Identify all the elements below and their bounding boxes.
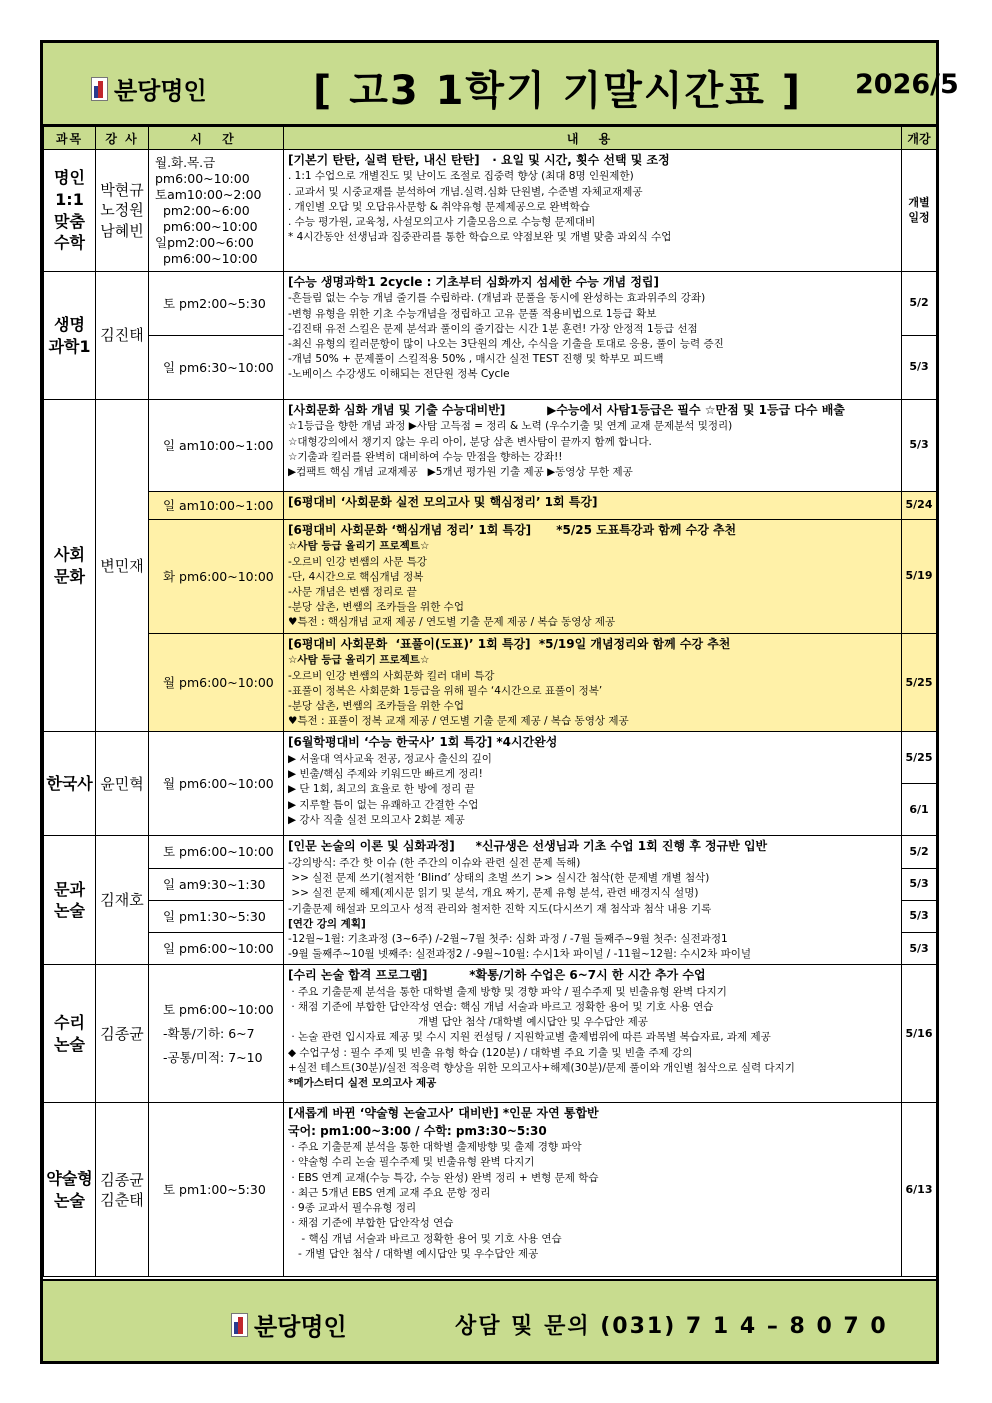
time-cell: 월.화.목.금 pm6:00~10:00 토am10:00~2:00 pm2:00~6:00 pm6:00~10:00 일pm2:00~6:00 pm6:00~10:00 bbox=[149, 150, 284, 272]
subject-cell: 생명 과학1 bbox=[44, 272, 96, 400]
content-line: . 수능 평가원, 교육청, 사설모의고사 기출모음으로 수능형 문제대비 bbox=[288, 216, 596, 229]
col-content: 내 용 bbox=[284, 127, 902, 150]
content-line: · 9종 교과서 필수유형 정리 bbox=[288, 1202, 417, 1215]
content-line: -강의방식: 주간 핫 이슈 (한 주간의 이슈와 관련 실전 문제 독해) bbox=[288, 856, 581, 869]
subject-cell: 수리 논술 bbox=[44, 965, 96, 1103]
content-line: ▶ 빈출/핵심 주제와 키워드만 빠르게 정리! bbox=[288, 768, 483, 781]
content-line: -노베이스 수강생도 이해되는 전단원 정복 Cycle bbox=[288, 368, 510, 381]
subject-cell: 사회 문화 bbox=[44, 400, 96, 732]
teacher-cell: 김재호 bbox=[96, 836, 149, 965]
content-line: -오르비 인강 변쌤의 사문 특강 bbox=[288, 555, 427, 568]
content-line: -12월~1월: 기초과정 (3~6주) /-2월~7월 첫주: 심화 과정 / -7월 둘째주~9월 첫주: 실전과정1 bbox=[288, 932, 728, 945]
teacher-cell: 윤민혁 bbox=[96, 732, 149, 836]
content-line: · 주요 기출문제 분석을 통한 대학별 출제 방향 및 경향 파악 / 필수주제 및 빈출유형 완벽 다지기 bbox=[288, 985, 727, 998]
brand-name: 분당명인 bbox=[114, 77, 207, 105]
start-cell: 5/24 bbox=[902, 492, 937, 520]
start-cell: 5/3 bbox=[902, 933, 937, 965]
content-title: [6월학평대비 ‘수능 한국사’ 1회 특강] *4시간완성 bbox=[288, 735, 558, 750]
content-title: [사회문화 심화 개념 및 기출 수능대비반] ▶수능에서 사탐1등급은 필수 ☆만점 및 1등급 다수 배출 bbox=[288, 403, 845, 417]
time-cell: 토 pm6:00~10:00 -확통/기하: 6~7 -공통/미적: 7~10 bbox=[149, 965, 284, 1103]
content-title: [수능 생명과학1 2cycle : 기초부터 심화까지 섬세한 수능 개념 정립] bbox=[288, 275, 659, 289]
content-line: . 1:1 수업으로 개별진도 및 난이도 조절로 집중력 향상 (최대 8명 인원제한) bbox=[288, 170, 634, 183]
content-line: ▶ 지루할 틈이 없는 유쾌하고 간결한 수업 bbox=[288, 798, 479, 811]
content-line: ♥특전 : 표풀이 정복 교재 제공 / 연도별 기출 문제 제공 / 복습 동영상 제공 bbox=[288, 715, 629, 728]
content-line: 개별 답안 첨삭 /대학별 예시답안 및 우수답안 제공 bbox=[288, 1016, 648, 1029]
col-time: 시 간 bbox=[149, 127, 284, 150]
start-cell: 5/19 bbox=[902, 520, 937, 634]
subject-cell: 한국사 bbox=[44, 732, 96, 836]
content-line: · 채점 기준에 부합한 답안작성 연습: 핵심 개념 서술과 바르고 정확한 용어 및 기호 사용 연습 bbox=[288, 1001, 714, 1014]
contact-phone: 상담 및 문의 (031) 7 1 4 – 8 0 7 0 bbox=[455, 1314, 888, 1339]
start-cell: 5/16 bbox=[902, 965, 937, 1103]
content-line: ▶ 강사 직출 실전 모의고사 2회분 제공 bbox=[288, 813, 465, 826]
time-cell: 일 am10:00~1:00 bbox=[149, 492, 284, 520]
footer-brand-name: 분당명인 bbox=[254, 1313, 347, 1341]
content-line: · EBS 연계 교재(수능 특강, 수능 완성) 완벽 정리 + 변형 문제 학습 bbox=[288, 1171, 599, 1184]
time-cell: 일 pm6:30~10:00 bbox=[149, 336, 284, 400]
content-title: [기본기 탄탄, 실력 탄탄, 내신 탄탄] · 요일 및 시간, 횟수 선택 및 조정 bbox=[288, 153, 670, 167]
page-title: [ 고3 1학기 기말시간표 ] bbox=[313, 68, 803, 114]
subject-cell: 문과 논술 bbox=[44, 836, 96, 965]
content-line: -개념 50% + 문제풀이 스킬적용 50% , 매시간 실전 TEST 진행 및 학부모 피드백 bbox=[288, 353, 664, 366]
content-title: [인문 논술의 이론 및 심화과정] *신규생은 선생님과 기초 수업 1회 진행 후 정규반 입반 bbox=[288, 839, 768, 854]
teacher-cell: 김종균 김춘태 bbox=[96, 1103, 149, 1277]
content-line: . 개인별 오답 및 오답유사문항 & 취약유형 문제제공으로 완벽학습 bbox=[288, 200, 590, 213]
schedule-date: 2026/5 bbox=[855, 69, 959, 100]
content-line: -흔들림 없는 수능 개념 줄기를 수립하라. (개념과 문풀을 동시에 완성하는 효과위주의 강좌) bbox=[288, 292, 706, 305]
content-line: ▶컴팩트 핵심 개념 교재제공 ▶5개년 평가원 기출 제공 ▶동영상 무한 제공 bbox=[288, 466, 633, 479]
content-line: -단, 4시간으로 핵심개념 정복 bbox=[288, 570, 424, 583]
col-teacher: 강 사 bbox=[96, 127, 149, 150]
teacher-cell: 박현규 노정원 남혜빈 bbox=[96, 150, 149, 272]
content-line: · 논술 관련 입시자료 제공 및 수시 지원 컨설팅 / 지원학교별 출제범위에 따른 과목별 복습자료, 과제 제공 bbox=[288, 1031, 771, 1044]
col-start: 개강 bbox=[902, 127, 937, 150]
content-line: * 4시간동안 선생님과 집중관리를 통한 학습으로 약점보완 및 개별 맞춤 과외식 수업 bbox=[288, 231, 672, 244]
time-cell: 화 pm6:00~10:00 bbox=[149, 520, 284, 634]
teacher-cell: 김종균 bbox=[96, 965, 149, 1103]
content-line: ☆1등급을 향한 개념 과정 ▶사탐 고득점 = 정리 & 노력 (우수기출 및 연계 교재 문제분석 및정리) bbox=[288, 420, 733, 433]
content-line: -분당 삼촌, 변쌤의 조카들을 위한 수업 bbox=[288, 700, 464, 713]
content-title: [수리 논술 합격 프로그램] *확통/기하 수업은 6~7시 한 시간 추가 수업 bbox=[288, 968, 706, 983]
start-cell: 5/3 bbox=[902, 900, 937, 932]
content-subtitle: ☆사탐 등급 올리기 프로젝트☆ bbox=[288, 540, 430, 553]
start-cell: 5/25 bbox=[902, 634, 937, 732]
content-line: · 최근 5개년 EBS 연계 교재 주요 문항 정리 bbox=[288, 1186, 491, 1199]
teacher-cell: 김진태 bbox=[96, 272, 149, 400]
content-title: [6평대비 ‘사회문화 실전 모의고사 및 핵심정리’ 1회 특강] bbox=[288, 495, 598, 509]
time-cell: 토 pm6:00~10:00 bbox=[149, 836, 284, 868]
content-line: ▶ 단 1회, 최고의 효율로 한 방에 정리 끝 bbox=[288, 783, 475, 796]
time-cell: 일 pm1:30~5:30 bbox=[149, 900, 284, 932]
time-cell: 일 am9:30~1:30 bbox=[149, 868, 284, 900]
content-line: · 채점 기준에 부합한 답안작성 연습 bbox=[288, 1217, 454, 1230]
start-cell: 5/3 bbox=[902, 400, 937, 492]
content-line: ▶ 서울대 역사교육 전공, 정교사 출신의 깊이 bbox=[288, 752, 492, 765]
start-cell: 5/2 bbox=[902, 836, 937, 868]
time-cell: 토 pm2:00~5:30 bbox=[149, 272, 284, 336]
content-subtitle: ☆사탐 등급 올리기 프로젝트☆ bbox=[288, 654, 430, 667]
content-line: -표풀이 정복은 사회문화 1등급을 위해 필수 ‘4시간으로 표풀이 정복’ bbox=[288, 684, 603, 697]
start-cell: 6/13 bbox=[902, 1103, 937, 1277]
content-line: ◆ 수업구성 : 필수 주제 및 빈출 유형 학습 (120분) / 대학별 주요 기출 및 빈출 주제 강의 bbox=[288, 1046, 693, 1059]
content-subtitle: 국어: pm1:00~3:00 / 수학: pm3:30~5:30 bbox=[288, 1123, 547, 1138]
col-subject: 과목 bbox=[44, 127, 96, 150]
content-line: -분당 삼촌, 변쌤의 조카들을 위한 수업 bbox=[288, 601, 464, 614]
time-cell: 월 pm6:00~10:00 bbox=[149, 634, 284, 732]
time-cell: 일 pm6:00~10:00 bbox=[149, 933, 284, 965]
content-line: -변형 유형을 위한 기초 수능개념을 정립하고 고유 문풀 적용비법으로 1등급 확보 bbox=[288, 307, 657, 320]
content-line: -9월 둘째주~10월 넷째주: 실전과정2 / -9월~10월: 수시1차 파이널 / -11월~12월: 수시2차 파이널 bbox=[288, 948, 752, 961]
content-subtitle: [연간 강의 계획] bbox=[288, 917, 366, 930]
content-line: - 핵심 개념 서술과 바르고 정확한 용어 및 기호 사용 연습 bbox=[288, 1232, 562, 1245]
time-cell: 월 pm6:00~10:00 bbox=[149, 732, 284, 836]
content-title: [6평대비 사회문화 ‘핵심개념 정리’ 1회 특강] *5/25 도표특강과 함께 수강 추천 bbox=[288, 523, 737, 537]
content-line: -사문 개념은 변쌤 정리로 끝 bbox=[288, 586, 417, 599]
content-line: >> 실전 문제 쓰기(철저한 ‘Blind’ 상태의 초벌 쓰기 >> 실시간 첨삭(한 문제별 개별 첨삭) bbox=[288, 872, 710, 885]
start-cell: 개별 일정 bbox=[902, 150, 937, 272]
start-cell: 6/1 bbox=[902, 784, 937, 836]
content-line: >> 실전 문제 해제(제시문 읽기 및 분석, 개요 짜기, 문제 유형 분석, 관련 배경지식 설명) bbox=[288, 887, 699, 900]
time-cell: 토 pm1:00~5:30 bbox=[149, 1103, 284, 1277]
content-title: [새롭게 바뀐 ‘약술형 논술고사’ 대비반] *인문 자연 통합반 bbox=[288, 1106, 599, 1121]
page-border bbox=[40, 40, 939, 1364]
content-line: ☆기출과 킬러를 완벽히 대비하여 수능 만점을 향하는 강좌!! bbox=[288, 450, 563, 463]
subject-cell: 명인 1:1 맞춤 수학 bbox=[44, 150, 96, 272]
content-line: . 교과서 및 시중교재를 분석하여 개념.실력.심화 단원별, 수준별 자체교재제공 bbox=[288, 185, 643, 198]
content-line: · 주요 기출문제 분석을 통한 대학별 출제방향 및 출제 경향 파악 bbox=[288, 1141, 582, 1154]
time-cell: 일 am10:00~1:00 bbox=[149, 400, 284, 492]
start-cell: 5/2 bbox=[902, 272, 937, 336]
subject-cell: 약술형 논술 bbox=[44, 1103, 96, 1277]
content-line: · 약술형 수리 논술 필수주제 및 빈출유형 완벽 다지기 bbox=[288, 1156, 535, 1169]
teacher-cell: 변민재 bbox=[96, 400, 149, 732]
content-line: -기출문제 해설과 모의고사 성적 관리와 철저한 진학 지도(다시쓰기 재 첨삭과 첨삭 내용 기록 bbox=[288, 902, 712, 915]
start-cell: 5/25 bbox=[902, 732, 937, 784]
start-cell: 5/3 bbox=[902, 336, 937, 400]
content-line: ♥특전 : 핵심개념 교재 제공 / 연도별 기출 문제 제공 / 복습 동영상 제공 bbox=[288, 616, 616, 629]
content-line: -오르비 인강 변쌤의 사회문화 킬러 대비 특강 bbox=[288, 669, 495, 682]
content-note: *메가스터디 실전 모의고사 제공 bbox=[288, 1077, 437, 1090]
content-line: -김진태 유전 스킬은 문제 분석과 풀이의 줄기잡는 시간 1분 훈련! 가장 안정적 1등급 선점 bbox=[288, 322, 698, 335]
content-line: - 개별 답안 첨삭 / 대학별 예시답안 및 우수답안 제공 bbox=[288, 1247, 539, 1260]
content-line: +실전 테스트(30분)/실전 적응력 향상을 위한 모의고사+해제(30분)/문제 풀이와 개인별 첨삭으로 실력 다지기 bbox=[288, 1061, 795, 1074]
content-line: ☆대형강의에서 챙기지 않는 우리 아이, 분당 삼촌 변사탐이 끝까지 함께 합니다. bbox=[288, 435, 652, 448]
start-cell: 5/3 bbox=[902, 868, 937, 900]
content-title: [6평대비 사회문화 ‘표풀이(도표)’ 1회 특강] *5/19일 개념정리와 함께 수강 추천 bbox=[288, 637, 731, 651]
content-line: -최신 유형의 킬러문항이 많이 나오는 3단원의 계산, 수식을 기출을 토대로 응용, 풀이 능력 증진 bbox=[288, 338, 724, 351]
